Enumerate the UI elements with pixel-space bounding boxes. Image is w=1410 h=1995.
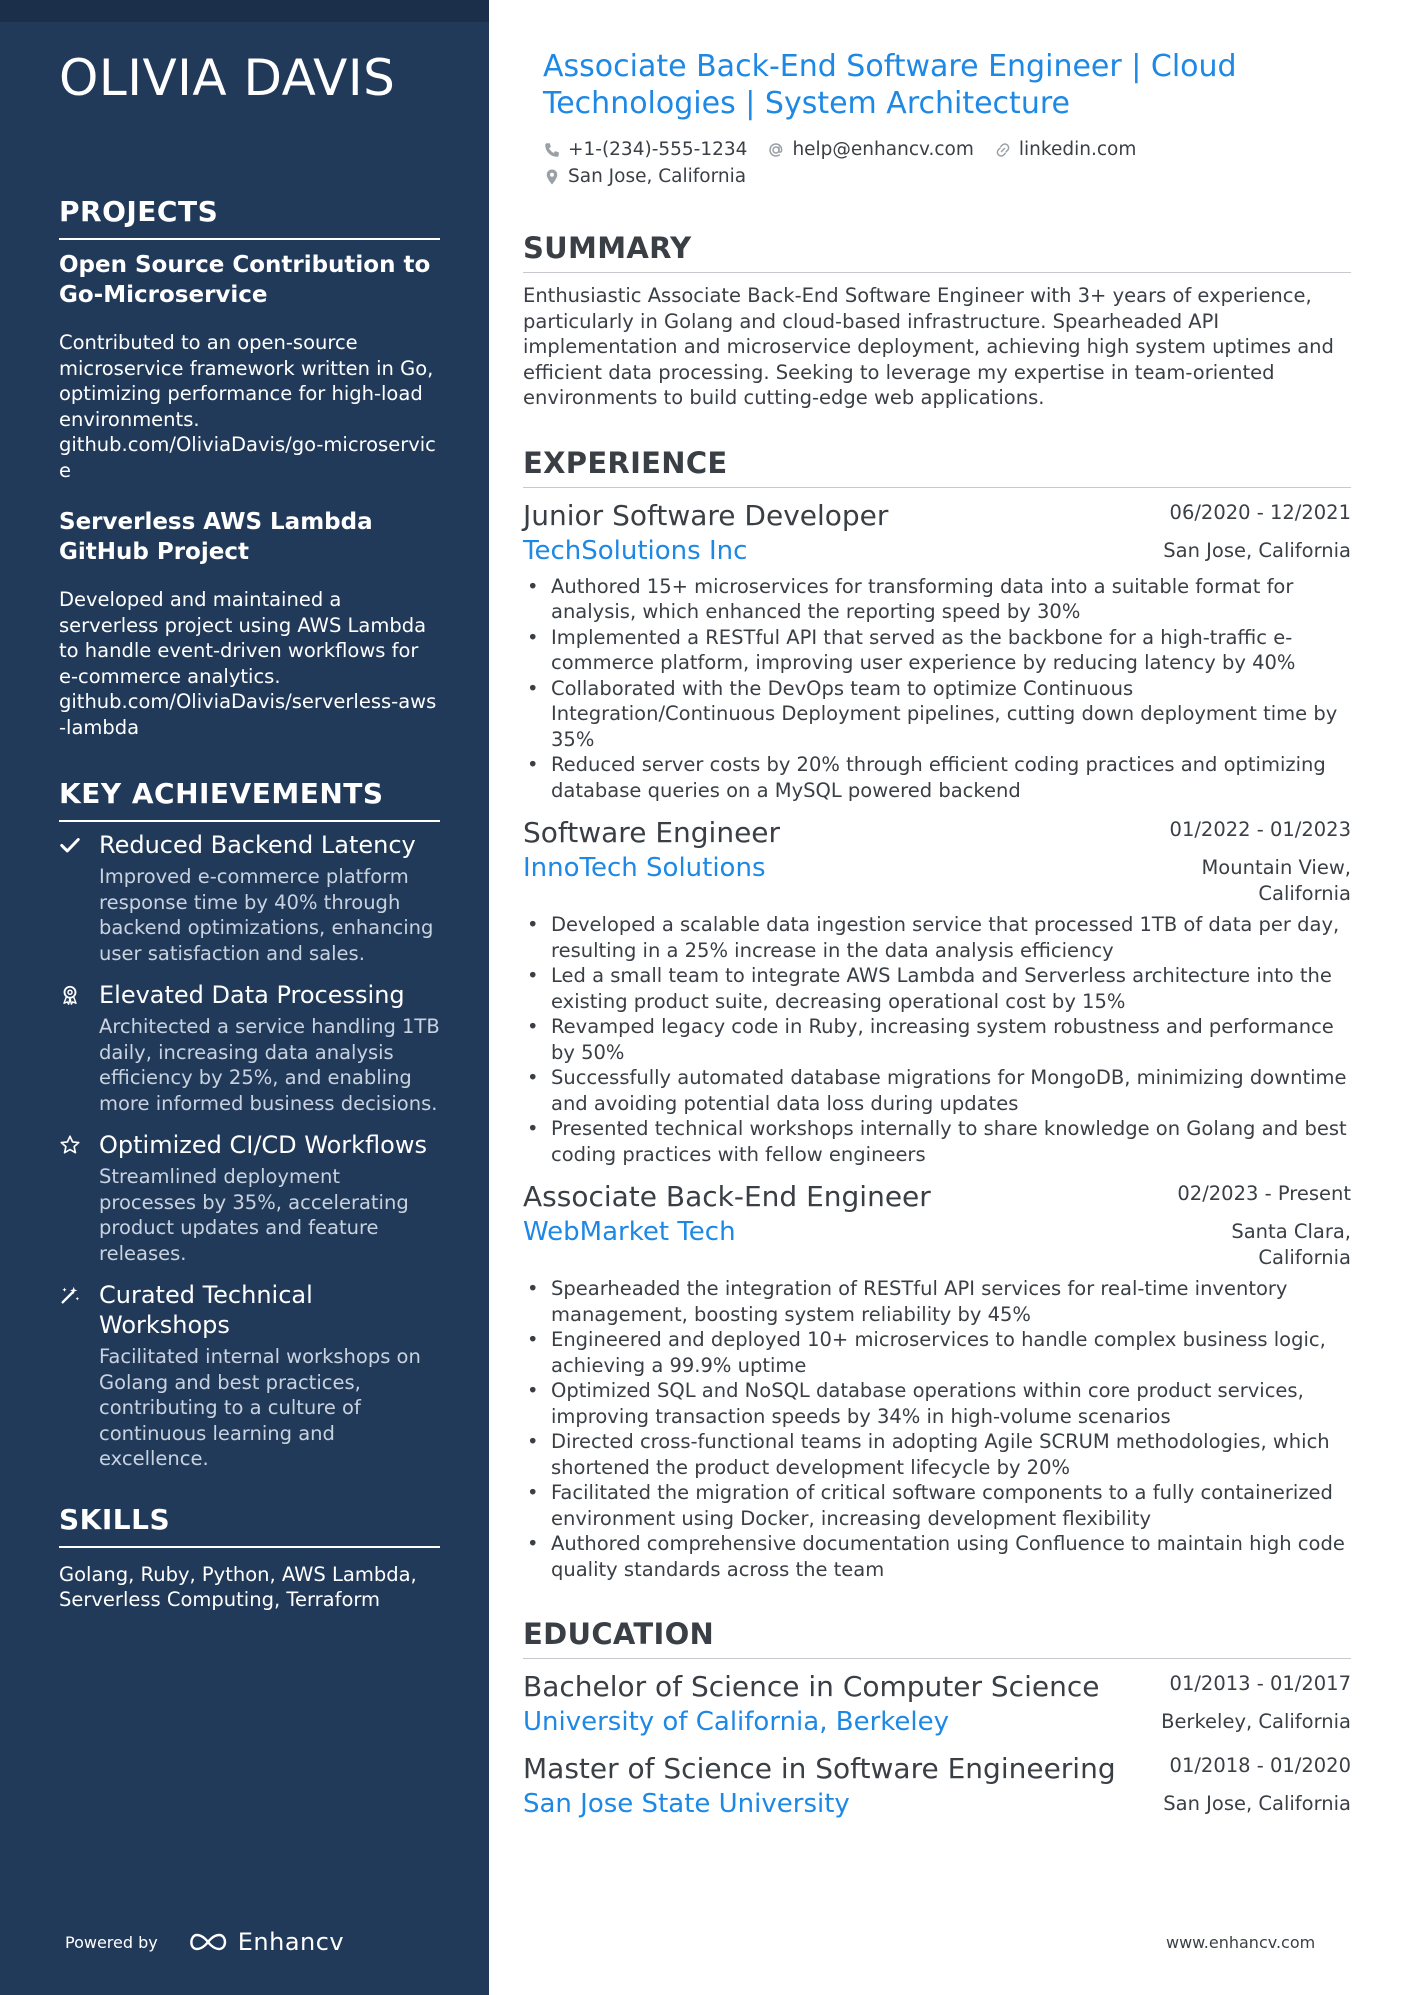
job-bullet: • Engineered and deployed 10+ microservices to handle complex business logic, achieving a 99.9% uptime [523, 1327, 1351, 1378]
achievement-item [59, 980, 440, 1116]
achievement-title: Curated Technical Workshops [99, 1281, 313, 1339]
magic-wand-icon [59, 1280, 99, 1472]
achievement-title: Reduced Backend Latency [99, 831, 416, 859]
job-bullet: • Led a small team to integrate AWS Lambda and Serverless architecture into the existing product suite, decreasing operational cost by 15% [523, 963, 1351, 1014]
sidebar-content [59, 48, 440, 1613]
job-dates: 01/2022 - 01/2023 [1169, 818, 1351, 841]
summary-title: SUMMARY [523, 230, 1351, 273]
job-bullet: • Authored comprehensive documentation using Confluence to maintain high code quality standards across the team [523, 1531, 1351, 1582]
achievement-title: Optimized CI/CD Workflows [99, 1131, 427, 1159]
project-description: Contributed to an open-source microservice framework written in Go, optimizing performance for high-load environments. [59, 331, 434, 431]
achievement-item [59, 1130, 440, 1266]
project-title: Open Source Contribution to Go-Microservice [59, 252, 431, 308]
job-bullet: • Successfully automated database migrations for MongoDB, minimizing downtime and avoiding potential data loss during updates [523, 1065, 1351, 1116]
education-entry [523, 1751, 1351, 1821]
school-name: University of California, Berkeley [523, 1707, 949, 1737]
achievement-description: Improved e-commerce platform response time by 40% through backend optimizations, enhancing user satisfaction and sales. [99, 865, 434, 965]
job-bullet: • Spearheaded the integration of RESTful API services for real-time inventory management, boosting system reliability by 45% [523, 1276, 1351, 1327]
job-bullet: • Facilitated the migration of critical software components to a fully containerized environment using Docker, increasing development flexibility [523, 1480, 1351, 1531]
powered-by [65, 1928, 344, 1956]
phone-text: +1-(234)-555-1234 [568, 139, 748, 160]
project-link[interactable]: github.com/OliviaDavis/serverless-aws-lambda [59, 690, 437, 739]
job-bullets [523, 574, 1351, 804]
projects-title: PROJECTS [59, 194, 440, 240]
star-icon [59, 1130, 99, 1266]
contact-location [543, 163, 746, 190]
education-title: EDUCATION [523, 1616, 1351, 1659]
skills-list: Golang, Ruby, Python, AWS Lambda, Serverless Computing, Terraform [59, 1562, 417, 1611]
experience-title: EXPERIENCE [523, 445, 1351, 488]
school-name: San Jose State University [523, 1789, 850, 1819]
job-entry [523, 498, 1351, 804]
skills-section [59, 1502, 440, 1613]
checkmark-icon [59, 830, 99, 966]
job-location: San Jose, California [1163, 538, 1351, 562]
job-bullet: • Collaborated with the DevOps team to optimize Continuous Integration/Continuous Deployment pipelines, cutting down deployment time by 35% [523, 676, 1351, 753]
footer-url[interactable]: www.enhancv.com [1166, 1933, 1316, 1952]
job-bullet: • Presented technical workshops internally to share knowledge on Golang and best coding practices with fellow engineers [523, 1116, 1351, 1167]
job-dates: 06/2020 - 12/2021 [1169, 500, 1351, 524]
education-dates: 01/2013 - 01/2017 [1169, 1672, 1351, 1695]
summary-text: Enthusiastic Associate Back-End Software Engineer with 3+ years of experience, particularly in Golang and cloud-based infrastructure. Spearheaded API implementation and microservice deployment, achieving high system uptimes and efficient data processing. Seeking to leverage my expertise in team-oriented environments to build cutting-edge web applications. [523, 284, 1334, 409]
education-entry [523, 1669, 1351, 1739]
school-location: San Jose, California [1163, 1792, 1351, 1815]
achievements-title: KEY ACHIEVEMENTS [59, 776, 440, 822]
at-sign-icon [767, 141, 785, 159]
achievement-description: Architected a service handling 1TB daily, increasing data analysis efficiency by 25%, and enabling more informed business decisions. [99, 1015, 440, 1115]
candidate-name: OLIVIA DAVIS [59, 49, 396, 107]
location-text: San Jose, California [568, 166, 747, 187]
contact-info [543, 136, 1243, 190]
achievement-item [59, 830, 440, 966]
project-title: Serverless AWS Lambda GitHub Project [59, 509, 373, 565]
degree-title: Master of Science in Software Engineering [523, 1752, 1116, 1785]
linkedin-text: linkedin.com [1018, 139, 1137, 160]
job-bullet: • Developed a scalable data ingestion service that processed 1TB of data per day, resulting in a 25% increase in the data analysis efficiency [523, 912, 1351, 963]
achievements-section [59, 776, 440, 1472]
job-bullet: • Implemented a RESTful API that served as the backbone for a high-traffic e-commerce platform, improving user experience by reducing latency by 40% [523, 625, 1351, 676]
job-entry [523, 1179, 1351, 1582]
job-location: Santa Clara, California [1231, 1220, 1351, 1269]
project-item [59, 507, 440, 740]
contact-phone[interactable] [543, 136, 747, 163]
job-title: Software Engineer [523, 816, 781, 849]
enhancv-logo[interactable] [186, 1928, 344, 1956]
achievement-item [59, 1280, 440, 1472]
education-section [523, 1616, 1351, 1821]
job-bullet: • Directed cross-functional teams in adopting Agile SCRUM methodologies, which shortened the product development lifecycle by 20% [523, 1429, 1351, 1480]
email-text: help@enhancv.com [792, 139, 974, 160]
project-description: Developed and maintained a serverless project using AWS Lambda to handle event-driven workflows for e-commerce analytics. [59, 588, 427, 688]
headline: Associate Back-End Software Engineer | Cloud Technologies | System Architecture [543, 49, 1237, 121]
achievement-description: Streamlined deployment processes by 35%, accelerating product updates and feature releases. [99, 1165, 409, 1265]
achievement-title: Elevated Data Processing [99, 981, 405, 1009]
powered-by-label: Powered by [65, 1932, 158, 1952]
job-company: InnoTech Solutions [523, 853, 766, 883]
job-bullet: • Optimized SQL and NoSQL database operations within core product services, improving transaction speeds by 34% in high-volume scenarios [523, 1378, 1351, 1429]
project-link[interactable]: github.com/OliviaDavis/go-microservice [59, 433, 436, 482]
brand-name: Enhancv [237, 1928, 345, 1956]
main-content [523, 48, 1351, 1821]
job-title: Junior Software Developer [523, 498, 889, 532]
infinity-logo-icon [186, 1930, 230, 1954]
achievement-description: Facilitated internal workshops on Golang and best practices, contributing to a culture of continuous learning and excellence. [99, 1345, 421, 1470]
summary-section [523, 230, 1351, 411]
job-bullet: • Revamped legacy code in Ruby, increasing system robustness and performance by 50% [523, 1014, 1351, 1065]
project-item [59, 250, 440, 483]
experience-section [523, 445, 1351, 1583]
sidebar-top-bar [0, 0, 489, 22]
link-icon [994, 141, 1012, 159]
job-entry [523, 815, 1351, 1167]
job-bullet: • Reduced server costs by 20% through efficient coding practices and optimizing database queries on a MySQL powered backend [523, 752, 1351, 803]
phone-icon [543, 141, 561, 159]
sidebar [0, 0, 489, 1995]
degree-title: Bachelor of Science in Computer Science [523, 1670, 1100, 1703]
contact-linkedin[interactable] [994, 136, 1136, 163]
projects-section [59, 194, 440, 740]
contact-email[interactable] [767, 136, 973, 163]
job-location: Mountain View, California [1201, 856, 1351, 905]
skills-title: SKILLS [59, 1502, 440, 1548]
job-title: Associate Back-End Engineer [523, 1180, 931, 1213]
job-bullets [523, 1276, 1351, 1582]
school-location: Berkeley, California [1161, 1710, 1351, 1733]
education-dates: 01/2018 - 01/2020 [1169, 1754, 1351, 1777]
map-pin-icon [543, 168, 561, 186]
job-bullet: • Authored 15+ microservices for transforming data into a suitable format for analysis, which enhanced the reporting speed by 30% [523, 574, 1351, 625]
job-company: TechSolutions Inc [523, 535, 748, 566]
job-dates: 02/2023 - Present [1177, 1182, 1351, 1205]
job-bullets [523, 912, 1351, 1167]
award-ribbon-icon [59, 980, 99, 1116]
job-company: WebMarket Tech [523, 1217, 736, 1247]
